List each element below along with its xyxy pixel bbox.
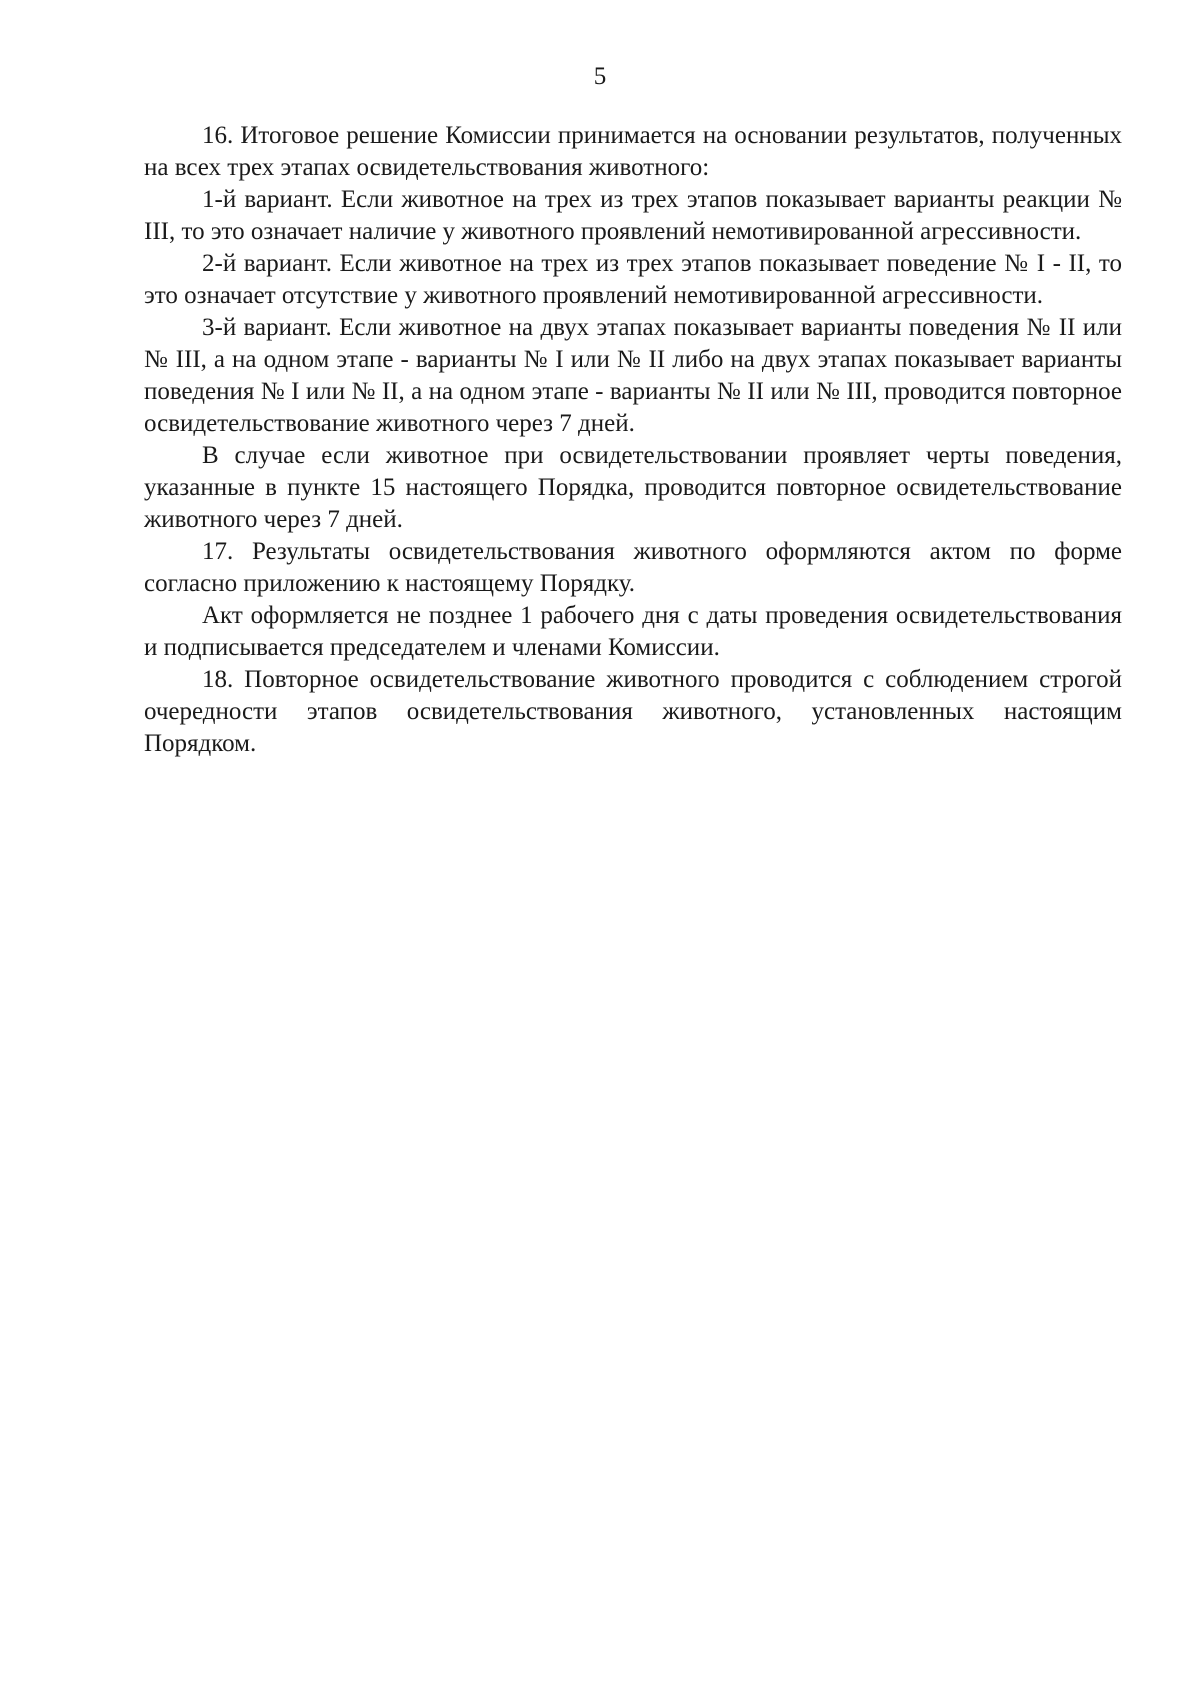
page-number: 5 bbox=[593, 63, 607, 90]
paragraph-variant-1: 1-й вариант. Если животное на трех из трех этапов показывает варианты реакции № III, то это означает наличие у животного проявлений немотивированной агрессивности. bbox=[144, 186, 1122, 245]
paragraph-variant-2: 2-й вариант. Если животное на трех из трех этапов показывает поведение № I - II, то это означает отсутствие у животного проявлений немотивированной агрессивности. bbox=[144, 250, 1122, 309]
paragraph-17: 17. Результаты освидетельствования животного оформляются актом по форме согласно приложению к настоящему Порядку. bbox=[144, 538, 1122, 597]
paragraph-act-deadline: Акт оформляется не позднее 1 рабочего дня с даты проведения освидетельствования и подписывается председателем и членами Комиссии. bbox=[144, 602, 1122, 661]
paragraph-16: 16. Итоговое решение Комиссии принимается на основании результатов, полученных на всех трех этапах освидетельствования животного: bbox=[144, 122, 1122, 181]
paragraph-variant-3: 3-й вариант. Если животное на двух этапах показывает варианты поведения № II или № III, а на одном этапе - варианты № I или № II либо на двух этапах показывает варианты поведения № I или № II, а на одном этапе - варианты № II или № III, проводится повторное освидетельствование животного через 7 дней. bbox=[144, 314, 1122, 437]
paragraph-special-case: В случае если животное при освидетельствовании проявляет черты поведения, указанные в пункте 15 настоящего Порядка, проводится повторное освидетельствование животного через 7 дней. bbox=[144, 442, 1122, 533]
document-body bbox=[144, 120, 1122, 760]
paragraph-18: 18. Повторное освидетельствование животного проводится с соблюдением строгой очередности этапов освидетельствования животного, установленных настоящим Порядком. bbox=[144, 666, 1122, 757]
